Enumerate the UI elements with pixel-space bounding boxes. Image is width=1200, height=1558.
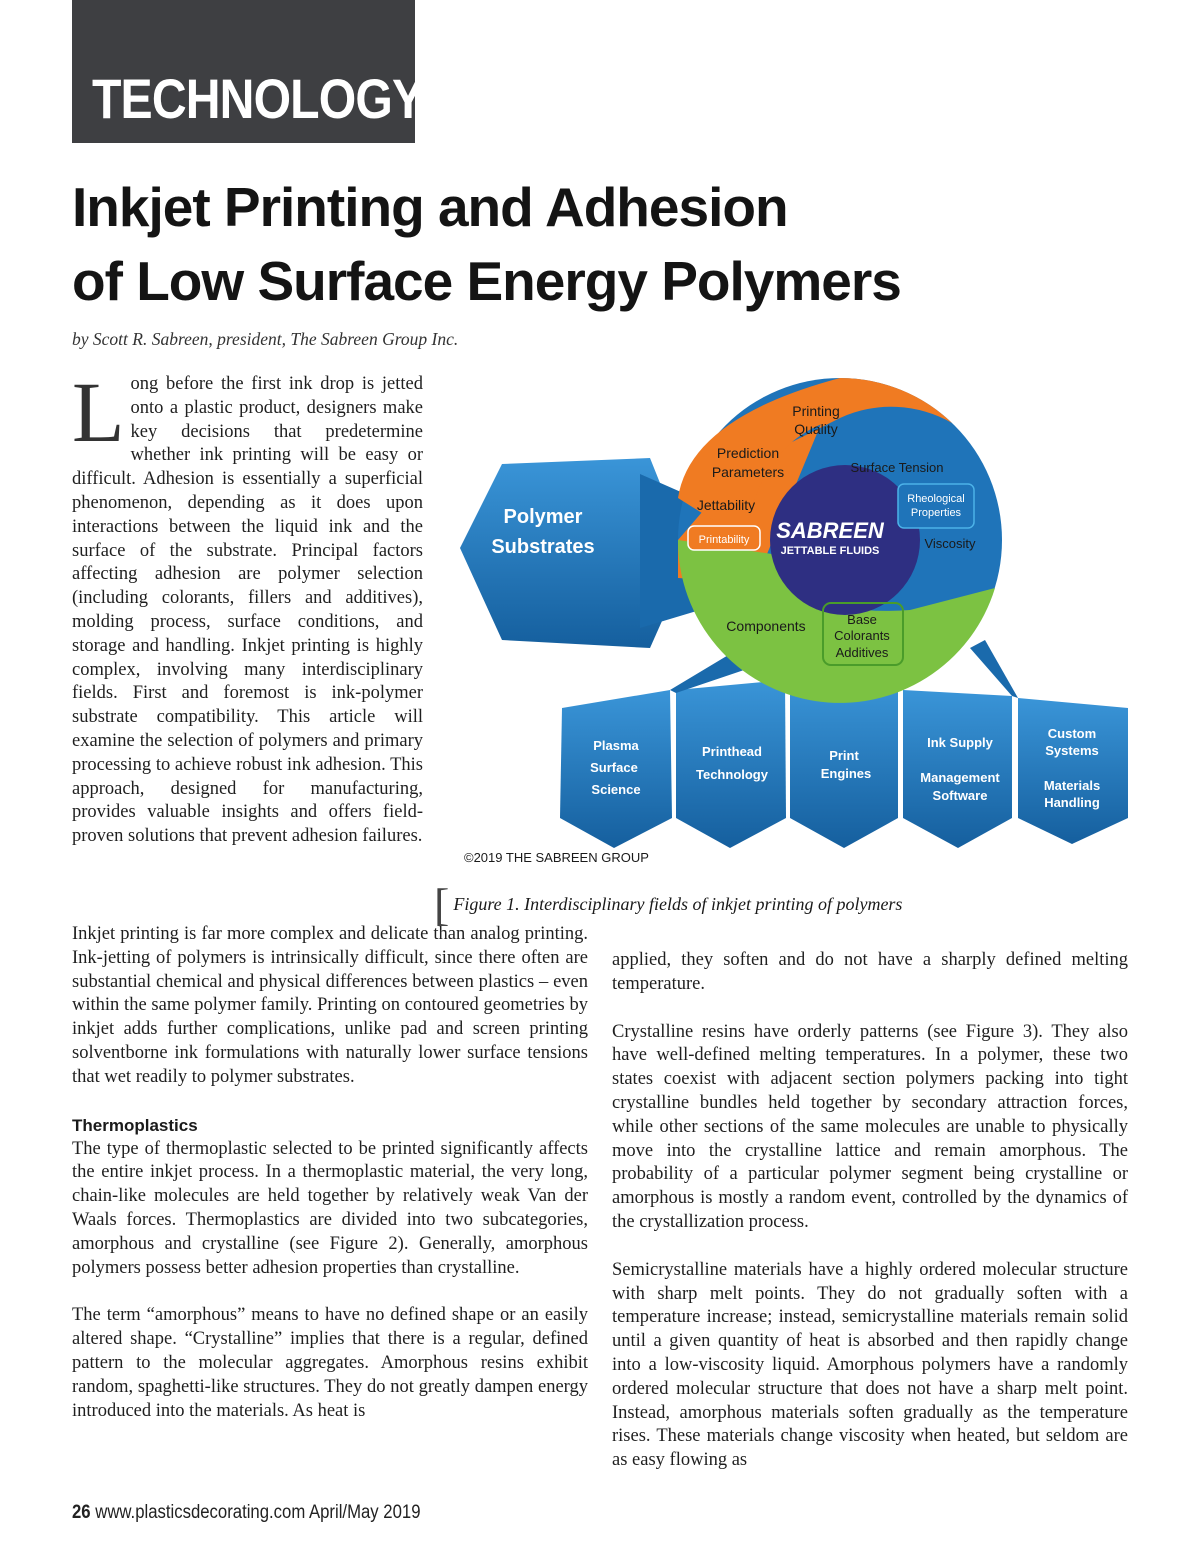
polymer-label-1: Polymer <box>503 506 583 528</box>
left-para-3: The term “amorphous” means to have no defined shape or an easily altered shape. “Crystalline” implies that there is a regular, defined pattern to the molecular aggregates. Amorphous resins exhibit random, spaghetti-like structures. They do not greatly dampen energy introduced into the materials. As heat is <box>72 1305 588 1421</box>
prediction-2: Parameters <box>711 464 785 480</box>
field-plasma-1: Plasma <box>593 738 639 753</box>
caption-bracket: [ <box>434 879 450 930</box>
field-ink-supply-3: Software <box>932 788 988 803</box>
article-title <box>72 170 1072 318</box>
field-print-engines-2: Engines <box>820 766 872 781</box>
field-custom-2: Systems <box>1045 743 1099 758</box>
base: Base <box>847 612 877 627</box>
colorants: Colorants <box>834 628 890 643</box>
page-footer <box>72 1502 421 1524</box>
right-para-1: applied, they soften and do not have a sharply defined melting temperature. <box>612 950 1128 994</box>
additives: Additives <box>835 645 889 660</box>
printability: Printability <box>698 534 750 546</box>
field-printhead-1: Printhead <box>702 744 762 759</box>
sabreen-circle <box>678 378 1002 703</box>
prediction-1: Prediction <box>716 445 780 461</box>
components: Components <box>726 618 806 634</box>
surface-tension: Surface Tension <box>850 460 944 475</box>
caption-text: Figure 1. Interdisciplinary fields of inkjet printing of polymers <box>453 894 903 914</box>
polymer-label-2: Substrates <box>491 536 595 558</box>
intro-text: ong before the first ink drop is jetted onto a plastic product, designers make key decisions that predetermine whether ink printing will be easy or difficult. Adhesion is essentially a superficial phenomenon, depending as it does upon interactions between the liquid ink and the surface of the substrate. Principal factors affecting adhesion are polymer selection (including colorants, fillers and additives), molding process, surface conditions, and storage and handling. Inkjet printing is highly complex, involving many interdisciplinary fields. First and foremost is ink-polymer substrate compatibility. This article will examine the selection of polymers and primary processing to achieve robust ink adhesion. This approach, designed for manufacturing, provides valuable insights and offers field-proven solutions that prevent adhesion failures. <box>72 374 423 847</box>
section-tag <box>72 0 424 143</box>
field-print-engines-1: Print <box>829 748 859 763</box>
center-jettable-fluids: JETTABLE FLUIDS <box>780 545 880 557</box>
left-para-1: Inkjet printing is far more complex and delicate than analog printing. Ink-jetting of polymers is intrinsically difficult, since there often are substantial chemical and physical differences between plastics – even within the same polymer family. Printing on contoured geometries by inkjet adds further complications, unlike pad and screen printing solventborne ink formulations with naturally lower surface tensions that wet readily to polymer substrates. <box>72 924 588 1087</box>
title-line-2: of Low Surface Energy Polymers <box>72 250 901 312</box>
rheological-2: Properties <box>910 507 962 519</box>
jettability: Jettability <box>696 497 756 513</box>
page-number: 26 <box>72 1502 91 1523</box>
field-ink-supply-2: Management <box>920 770 1000 785</box>
figure-caption <box>434 878 1134 931</box>
center-sabreen: SABREEN <box>776 518 884 543</box>
field-custom-3: Materials <box>1043 778 1101 793</box>
figure-1-diagram <box>440 378 1130 888</box>
field-printhead-2: Technology <box>696 767 768 782</box>
left-column <box>72 923 588 1423</box>
right-column <box>612 949 1128 1473</box>
field-custom-4: Handling <box>1044 795 1100 810</box>
rheological-1: Rheological <box>907 493 965 505</box>
title-line-1: Inkjet Printing and Adhesion <box>72 176 788 238</box>
subhead-thermoplastics: Thermoplastics <box>72 1115 198 1135</box>
field-plasma-2: Surface <box>590 760 638 775</box>
printing-quality-1: Printing <box>792 403 840 419</box>
right-para-3: Semicrystalline materials have a highly ordered molecular structure with sharp melt points. They do not gradually soften with a temperature increase; instead, semicrystalline materials remain solid until a given quantity of heat is absorbed and then rapidly change into a low-viscosity liquid. Amorphous polymers have a randomly ordered molecular structure that does not have a sharp melt point. Instead, amorphous materials soften gradually as the temperature rises. These materials change viscosity when heated, but seldom are as easy flowing as <box>612 1259 1128 1471</box>
right-para-2: Crystalline resins have orderly patterns (see Figure 3). They also have well-defined melting temperatures. In a polymer, these two states coexist with adjacent section polymers packing into tight crystalline bundles held together by secondary attraction forces, while other sections of the same molecules are unable to physically move into the crystalline lattice and remain amorphous. The probability of a particular polymer segment being crystalline or amorphous is mostly a random event, controlled by the dynamics of the crystallization process. <box>612 1021 1128 1232</box>
field-ink-supply-1: Ink Supply <box>927 735 993 750</box>
field-plasma-3: Science <box>591 782 641 797</box>
intro-column <box>72 364 423 849</box>
byline: by Scott R. Sabreen, president, The Sabreen Group Inc. <box>72 329 459 349</box>
section-label: TECHNOLOGY <box>92 67 424 130</box>
left-para-2: The type of thermoplastic selected to be printed significantly affects the entire inkjet process. In a thermoplastic material, the very long, chain-like molecules are held together by relatively weak Van der Waals forces. Thermoplastics are divided into two subcategories, amorphous and crystalline (see Figure 2). Generally, amorphous polymers possess better adhesion properties than crystalline. <box>72 1138 588 1278</box>
footer-text: www.plasticsdecorating.com April/May 2019 <box>95 1502 421 1523</box>
viscosity: Viscosity <box>924 536 976 551</box>
sabreen-diagram-svg <box>440 378 1130 878</box>
drop-cap: L <box>72 364 125 460</box>
intro-paragraph <box>72 364 423 849</box>
figure-copyright: ©2019 THE SABREEN GROUP <box>464 850 649 865</box>
printing-quality-2: Quality <box>794 421 838 437</box>
field-custom-1: Custom <box>1047 726 1097 741</box>
